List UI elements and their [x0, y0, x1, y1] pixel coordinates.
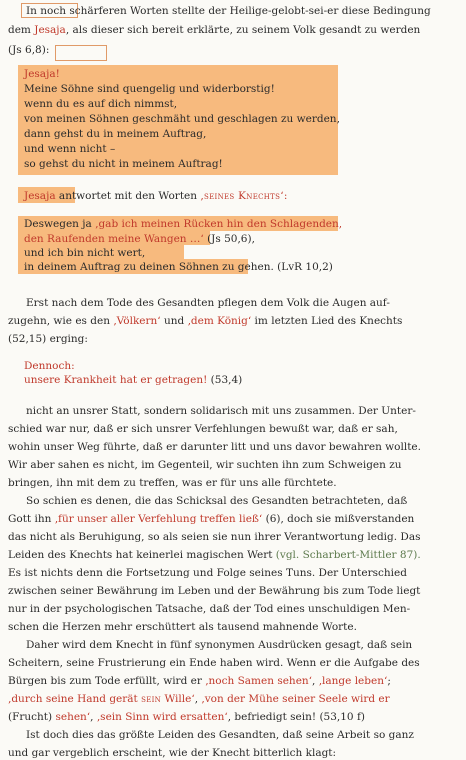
p5-line-6: zwischen seiner Bewährung im Leben und der Bewährung bis zum Tode liegt [8, 585, 421, 597]
p5-line-7: nur in der psychologischen Tatsache, daß der Tod eines unschuldigen Men- [8, 603, 411, 615]
quote1-line-1: Jesaja! [24, 68, 60, 80]
p3-line-3: (52,15) erging: [8, 333, 88, 345]
jesaja-name-1: Jesaja [34, 24, 66, 36]
p4-line-3: wohin unser Weg führte, daß er darunter litt und uns davor bewahren wollte. [8, 441, 421, 453]
p6-line-4: ‚durch seine Hand gerät sein Wille‘, ‚von der Mühe seiner Seele wird er [8, 693, 390, 705]
p6-line-3: Bürgen bis zum Tode erfüllt, wird er ‚noch Samen sehen‘, ‚lange leben‘; [8, 675, 391, 687]
p7-line-1: Ist doch dies das größte Leiden des Gesandten, daß seine Arbeit so ganz [26, 729, 414, 741]
p1-line-1: In noch schärferen Worten stellte der Heilige-gelobt-sei-er diese Bedingung [26, 5, 431, 17]
quote2-line-1: Deswegen ja ‚gab ich meinen Rücken hin den Schlagenden, [24, 218, 343, 230]
highlight-box-jesaja-2 [55, 45, 107, 61]
p3-line-2: zugehn, wie es den ‚Völkern‘ und ‚dem König‘ im letzten Lied des Knechts [8, 315, 403, 327]
p1-line-2: dem Jesaja, als dieser sich bereit erklärte, zu seinem Volk gesandt zu werden [8, 24, 421, 36]
p1-line-3: (Js 6,8): [8, 44, 50, 56]
servant-words: ‚seines Knechts‘: [200, 190, 288, 202]
p4-line-1: nicht an unsrer Statt, sondern solidarisch mit uns zusammen. Der Unter- [26, 405, 416, 417]
p5-line-3: das nicht als Beruhigung, so als seien sie nun ihrer Verantwortung ledig. Das [8, 531, 421, 543]
jesaja-name-2: Jesaja [24, 190, 56, 202]
p6-line-5: (Frucht) sehen‘, ‚sein Sinn wird ersatten‘, befriedigt sein! (53,10 f) [8, 711, 365, 723]
p6-line-1: Daher wird dem Knecht in fünf synonymen Ausdrücken gesagt, daß sein [26, 639, 413, 651]
citation-scharbert: (vgl. Scharbert-Mittler 87). [275, 549, 421, 561]
quote1-line-3: wenn du es auf dich nimmst, [24, 98, 178, 110]
p4-line-4: Wir aber sahen es nicht, im Gegenteil, wir suchten ihn zum Schweigen zu [8, 459, 402, 471]
p5-line-1: So schien es denen, die das Schicksal des Gesandten betrachteten, daß [26, 495, 408, 507]
p6-line-2: Scheitern, seine Frustrierung ein Ende haben wird. Wenn er die Aufgabe des [8, 657, 420, 669]
quote1-line-5: dann gehst du in meinem Auftrag, [24, 128, 207, 140]
quote2-line-4: in deinem Auftrag zu deinen Söhnen zu gehen. (LvR 10,2) [24, 261, 333, 273]
p3-line-1: Erst nach dem Tode des Gesandten pflegen dem Volk die Augen auf- [26, 297, 390, 309]
quote2-line-2: den Raufenden meine Wangen …‘ (Js 50,6), [24, 233, 255, 245]
quote2-line-3: und ich bin nicht wert, [24, 247, 146, 259]
p5-line-8: schen die Herzen mehr erschüttert als tausend mahnende Worte. [8, 621, 357, 633]
quote3-line-2: unsere Krankheit hat er getragen! (53,4) [24, 374, 243, 386]
p5-line-2: Gott ihn ‚für unser aller Verfehlung treffen ließ‘ (6), doch sie mißverstanden [8, 513, 415, 525]
p4-line-2: schied war nur, daß er sich unsrer Verfehlungen bewußt war, daß er sah, [8, 423, 398, 435]
p7-line-2: und gar vergeblich erscheint, wie der Knecht bitterlich klagt: [8, 747, 337, 759]
p5-line-4: Leiden des Knechts hat keinerlei magischen Wert (vgl. Scharbert-Mittler 87). [8, 549, 421, 561]
quote1-line-2: Meine Söhne sind quengelig und widerborstig! [24, 83, 275, 95]
quote1-line-6: und wenn nicht – [24, 143, 116, 155]
p5-line-5: Es ist nichts denn die Fortsetzung und Folge seines Tuns. Der Unterschied [8, 567, 407, 579]
quote1-line-4: von meinen Söhnen geschmäht und geschlagen zu werden, [24, 113, 340, 125]
quote1-line-7: so gehst du nicht in meinem Auftrag! [24, 158, 223, 170]
p4-line-5: bringen, ihn mit dem zu treffen, was er für uns alle fürchtete. [8, 477, 337, 489]
quote3-line-1: Dennoch: [24, 360, 75, 372]
p2-line: Jesaja antwortet mit den Worten ‚seines Knechts‘: [24, 190, 288, 202]
